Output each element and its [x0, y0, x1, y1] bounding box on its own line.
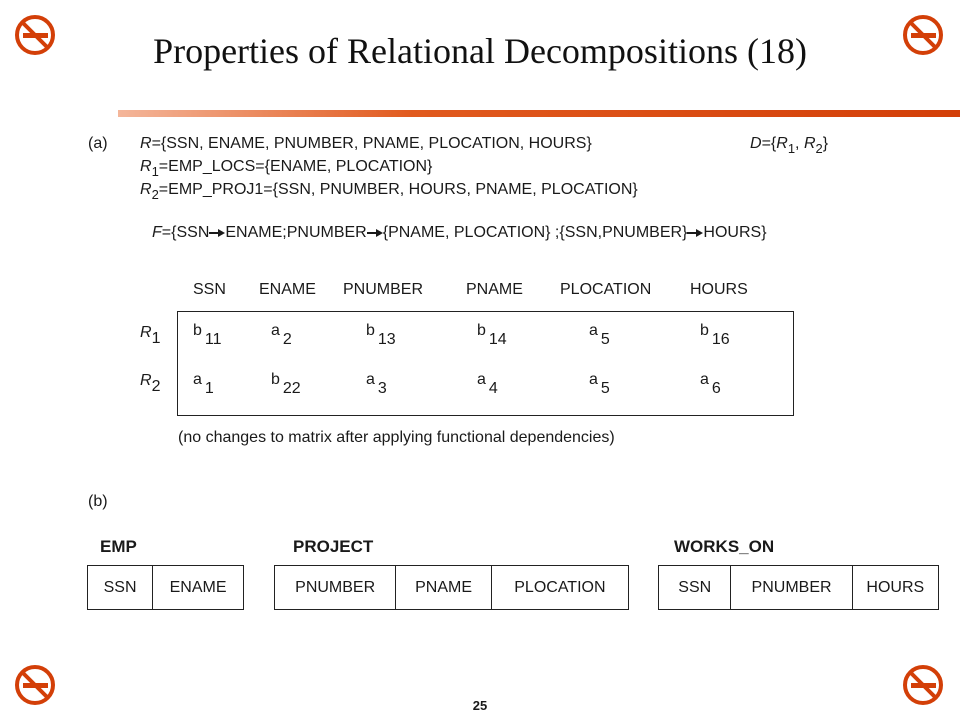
- matrix-header: ENAME: [259, 281, 316, 298]
- matrix-cell: [271, 371, 301, 397]
- page-number: 25: [472, 698, 488, 713]
- r2-subscript: 2: [151, 187, 159, 202]
- attribute-cell: ENAME: [169, 578, 227, 596]
- d-r1-symbol: R: [776, 135, 788, 152]
- cell-index: 2: [282, 331, 292, 348]
- d-close: }: [822, 135, 829, 152]
- cell-index: 5: [600, 331, 610, 348]
- functional-dependencies-line: [152, 223, 767, 243]
- matrix-cell: [193, 371, 214, 397]
- cell-index: 1: [204, 380, 214, 397]
- row-r2-subscript: 2: [151, 378, 161, 395]
- title-divider: [118, 110, 960, 117]
- cell-index: 11: [204, 331, 222, 348]
- d-symbol: D: [750, 135, 762, 152]
- matrix-note: (no changes to matrix after applying functional dependencies): [178, 429, 615, 446]
- cell-index: 22: [282, 380, 301, 397]
- cell-letter: b: [193, 322, 202, 339]
- cell-letter: b: [271, 371, 280, 388]
- r2-text: =EMP_PROJ1={SSN, PNUMBER, HOURS, PNAME, PLOCATION}: [158, 181, 638, 198]
- r1-symbol: R: [140, 158, 152, 175]
- f-part-2: ENAME;PNUMBER: [225, 224, 367, 241]
- matrix-row-label: [140, 323, 161, 347]
- relation-r2-line: [140, 180, 638, 200]
- relation-name-emp: EMP: [100, 537, 137, 556]
- part-a-label: (a): [88, 135, 108, 152]
- cell-letter: a: [700, 371, 709, 388]
- relation-works-on: [658, 565, 939, 610]
- arrow-icon: [209, 228, 225, 238]
- matrix-cell: [700, 371, 721, 397]
- arrow-icon: [367, 228, 383, 238]
- attribute-cell: HOURS: [866, 578, 925, 596]
- attribute-cell: SSN: [88, 566, 153, 609]
- matrix-header: PLOCATION: [560, 281, 652, 298]
- f-part-1: ={SSN: [161, 224, 210, 241]
- relation-name-works-on: WORKS_ON: [674, 537, 775, 556]
- row-r2-symbol: R: [140, 372, 152, 389]
- matrix-cell: [271, 322, 292, 348]
- f-symbol: F: [152, 224, 162, 241]
- matrix-cell: [193, 322, 222, 348]
- cell-letter: a: [193, 371, 202, 388]
- relation-r-symbol: R: [140, 135, 152, 152]
- cell-index: 16: [711, 331, 730, 348]
- matrix-cell: [477, 322, 507, 348]
- d-r1-subscript: 1: [787, 141, 796, 156]
- d-r2-symbol: R: [803, 135, 816, 152]
- matrix-cell: [589, 322, 610, 348]
- cell-letter: a: [271, 322, 280, 339]
- relation-r1-line: [140, 157, 432, 177]
- f-part-4: HOURS}: [703, 224, 767, 241]
- matrix-header: SSN: [193, 281, 226, 298]
- matrix-row-label: [140, 371, 161, 395]
- matrix-cell: [700, 322, 730, 348]
- attribute-cell: PNUMBER: [275, 566, 396, 609]
- d-open: ={: [761, 135, 777, 152]
- d-r2-subscript: 2: [815, 141, 823, 156]
- r2-symbol: R: [140, 181, 152, 198]
- row-r1-symbol: R: [140, 324, 152, 341]
- cell-index: 13: [377, 331, 396, 348]
- relation-name-project: PROJECT: [293, 537, 374, 556]
- matrix-header: PNUMBER: [343, 281, 424, 298]
- f-part-3: {PNAME, PLOCATION} ;{SSN,PNUMBER}: [382, 224, 688, 241]
- decomposition-d-line: [750, 134, 828, 154]
- matrix-header: PNAME: [466, 281, 523, 298]
- attribute-cell: PNUMBER: [731, 566, 852, 609]
- relation-r-line: [140, 134, 592, 154]
- relation-project: [274, 565, 629, 610]
- cell-letter: a: [477, 371, 486, 388]
- cell-letter: a: [589, 322, 598, 339]
- cell-letter: a: [366, 371, 375, 388]
- d-comma: ,: [795, 135, 804, 152]
- relation-r-text: ={SSN, ENAME, PNUMBER, PNAME, PLOCATION, HOURS}: [151, 135, 592, 152]
- cell-index: 6: [711, 380, 721, 397]
- row-r1-subscript: 1: [151, 330, 161, 347]
- cell-index: 5: [600, 380, 610, 397]
- matrix-cell: [366, 322, 396, 348]
- cell-letter: b: [366, 322, 375, 339]
- cell-index: 3: [377, 380, 387, 397]
- matrix-cell: [366, 371, 387, 397]
- attribute-cell: SSN: [659, 566, 731, 609]
- cell-letter: b: [477, 322, 486, 339]
- attribute-cell: PLOCATION: [514, 578, 606, 596]
- cell-letter: a: [589, 371, 598, 388]
- matrix-header: HOURS: [690, 281, 748, 298]
- r1-text: =EMP_LOCS={ENAME, PLOCATION}: [158, 158, 433, 175]
- cell-index: 14: [488, 331, 507, 348]
- relation-emp: [87, 565, 244, 610]
- r1-subscript: 1: [151, 164, 159, 179]
- slide-title: Properties of Relational Decompositions (18): [153, 31, 807, 71]
- matrix-cell: [477, 371, 498, 397]
- cell-index: 4: [488, 380, 498, 397]
- arrow-icon: [687, 228, 703, 238]
- attribute-cell: PNAME: [396, 566, 491, 609]
- cell-letter: b: [700, 322, 709, 339]
- matrix-cell: [589, 371, 610, 397]
- part-b-label: (b): [88, 493, 108, 510]
